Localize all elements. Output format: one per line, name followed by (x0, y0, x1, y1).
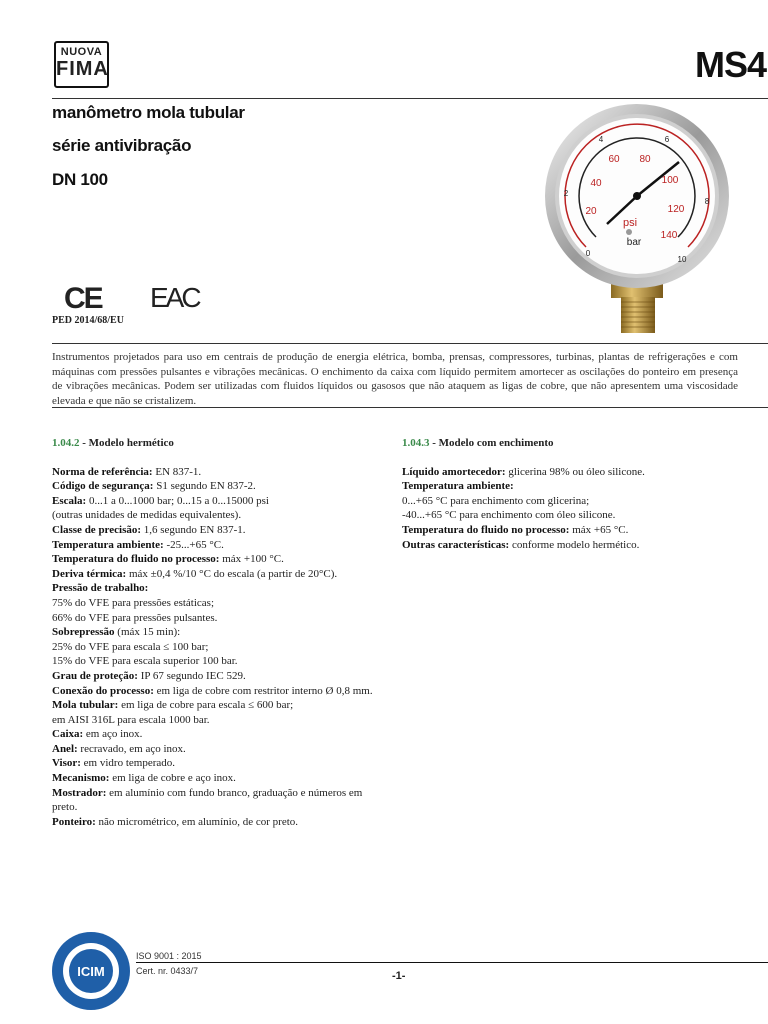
psi-tick-40: 40 (590, 178, 602, 189)
spec-key: Temperatura do fluido no processo: (52, 553, 220, 566)
spec-value: em liga de cobre com restritor interno Ø 0,8 mm. (153, 684, 373, 697)
ce-mark: CE (64, 282, 102, 315)
bar-tick-0: 0 (585, 249, 591, 258)
spec-line (402, 538, 742, 553)
spec-line (52, 581, 392, 596)
title-line-2: série antivibração (52, 136, 192, 155)
spec-line (52, 611, 392, 626)
spec-line (402, 508, 742, 523)
nuova-fima-logo: NUOVA FIMA (54, 41, 109, 88)
filled-spec-list (402, 465, 742, 553)
spec-value: máx ±0,4 %/10 °C do escala (a partir de 20°C). (126, 567, 338, 580)
eac-mark: EAC (150, 282, 199, 313)
spec-line (52, 654, 392, 669)
icim-text: ICIM (77, 964, 105, 979)
spec-value: EN 837-1. (152, 465, 202, 478)
spec-key: Mecanismo: (52, 772, 110, 785)
spec-line (52, 684, 392, 699)
spec-key: Ponteiro: (52, 815, 96, 828)
spec-value: em aço inox. (83, 728, 143, 741)
psi-tick-100: 100 (661, 175, 679, 186)
bar-tick-2: 2 (563, 189, 569, 198)
section-hermetic (52, 436, 392, 829)
spec-value: -25...+65 °C. (163, 538, 224, 551)
spec-value: glicerina 98% ou óleo silicone. (505, 465, 645, 478)
spec-key: Temperatura ambiente: (402, 480, 514, 493)
spec-line (52, 465, 392, 480)
spec-value: IP 67 segundo IEC 529. (137, 669, 246, 682)
title-line-3: DN 100 (52, 170, 108, 189)
spec-line (402, 465, 742, 480)
spec-value: não micrométrico, em alumínio, de cor preto. (95, 815, 299, 828)
spec-line (52, 727, 392, 742)
psi-tick-20: 20 (585, 206, 597, 217)
hermetic-spec-list (52, 465, 392, 830)
spec-value: em alumínio com fundo branco, graduação e números em (106, 786, 363, 799)
spec-value: 25% do VFE para escala ≤ 100 bar; (52, 640, 209, 653)
spec-line (52, 596, 392, 611)
spec-line (402, 523, 742, 538)
spec-value: recravado, em aço inox. (77, 742, 186, 755)
bar-tick-8: 8 (704, 197, 710, 206)
intro-paragraph: Instrumentos projetados para uso em centrais de produção de energia elétrica, bomba, prensas, compressores, turbinas, plantas de refrigerações e com máquinas com pressões pulsantes e vibrações mecânicas. O enchimento da caixa com líquido permitem amortecer as oscilações do ponteiro em presença de vibrações mecânicas. Podem ser utilizadas com fluidos líquidos ou gasosos que não ataquem as ligas de cobre, que não apresentem uma viscosidade elevada e que não se cristalizem. (52, 351, 738, 407)
unit-bar: bar (626, 237, 642, 248)
spec-line (52, 494, 392, 509)
spec-value: em liga de cobre para escala ≤ 600 bar; (118, 699, 294, 712)
footer-divider (136, 962, 768, 963)
spec-line (52, 771, 392, 786)
header-divider (52, 98, 768, 99)
section-filled-heading: 1.04.3 - Modelo com enchimento (402, 437, 554, 449)
spec-key: Temperatura do fluido no processo: (402, 523, 570, 536)
spec-value: (outras unidades de medidas equivalentes). (52, 509, 242, 522)
spec-value: máx +100 °C. (219, 553, 284, 566)
spec-key: Grau de proteção: (52, 669, 138, 682)
spec-value: 75% do VFE para pressões estáticas; (52, 596, 215, 609)
bar-tick-10: 10 (677, 255, 687, 264)
bar-tick-4: 4 (598, 135, 604, 144)
spec-key: Mola tubular: (52, 699, 119, 712)
spec-line (52, 742, 392, 757)
section-hermetic-heading: 1.04.2 - Modelo hermético (52, 437, 174, 449)
spec-value: conforme modelo hermético. (509, 538, 640, 551)
spec-value: (máx 15 min): (114, 626, 181, 639)
spec-key: Escala: (52, 494, 87, 507)
spec-key: Código de segurança: (52, 480, 154, 493)
cert-number: Cert. nr. 0433/7 (136, 966, 199, 976)
spec-line (52, 713, 392, 728)
spec-line (52, 669, 392, 684)
spec-value: em vidro temperado. (80, 757, 176, 770)
spec-line (52, 756, 392, 771)
spec-line (402, 479, 742, 494)
icim-certification-logo (50, 930, 132, 1012)
spec-line (402, 494, 742, 509)
spec-line (52, 698, 392, 713)
page-number: -1- (392, 970, 406, 982)
spec-value: -40...+65 °C para enchimento com óleo silicone. (402, 509, 616, 522)
spec-key: Outras características: (402, 538, 510, 551)
spec-value: preto. (52, 801, 78, 814)
spec-line (52, 640, 392, 655)
spec-line (52, 508, 392, 523)
spec-line (52, 552, 392, 567)
spec-line (52, 567, 392, 582)
spec-line (52, 625, 392, 640)
spec-line (52, 479, 392, 494)
spec-key: Conexão do processo: (52, 684, 154, 697)
spec-line (52, 815, 392, 830)
spec-value: em liga de cobre e aço inox. (109, 772, 236, 785)
spec-value: máx +65 °C. (569, 523, 629, 536)
spec-line (52, 800, 392, 815)
intro-top-divider (52, 343, 768, 344)
spec-value: 1,6 segundo EN 837-1. (141, 523, 246, 536)
psi-tick-120: 120 (667, 204, 685, 215)
bar-tick-6: 6 (664, 135, 670, 144)
spec-line (52, 538, 392, 553)
spec-key: Norma de referência: (52, 465, 153, 478)
section-filled (402, 436, 742, 552)
spec-key: Deriva térmica: (52, 567, 127, 580)
product-code: MS4 (694, 44, 766, 85)
title-line-1: manômetro mola tubular (52, 103, 245, 122)
spec-value: 15% do VFE para escala superior 100 bar. (52, 655, 238, 668)
spec-value: S1 segundo EN 837-2. (153, 480, 256, 493)
spec-value: 0...+65 °C para enchimento com glicerina; (402, 494, 590, 507)
spec-value: 0...1 a 0...1000 bar; 0...15 a 0...15000 psi (86, 494, 269, 507)
spec-key: Mostrador: (52, 786, 107, 799)
intro-bottom-divider (52, 407, 768, 408)
spec-value: 66% do VFE para pressões pulsantes. (52, 611, 218, 624)
spec-key: Classe de precisão: (52, 523, 142, 536)
psi-tick-60: 60 (608, 154, 620, 165)
spec-key: Visor: (52, 757, 81, 770)
spec-key: Caixa: (52, 728, 84, 741)
spec-key: Sobrepressão (52, 626, 115, 639)
spec-value: em AISI 316L para escala 1000 bar. (52, 713, 210, 726)
psi-tick-80: 80 (639, 154, 651, 165)
spec-key: Temperatura ambiente: (52, 538, 164, 551)
spec-key: Anel: (52, 742, 78, 755)
spec-key: Líquido amortecedor: (402, 465, 506, 478)
spec-line (52, 786, 392, 801)
psi-tick-140: 140 (660, 230, 678, 241)
iso-label: ISO 9001 : 2015 (136, 951, 202, 961)
spec-key: Pressão de trabalho: (52, 582, 149, 595)
unit-psi: psi (622, 217, 638, 229)
ped-label: PED 2014/68/EU (52, 315, 124, 326)
spec-line (52, 523, 392, 538)
pressure-gauge-image (541, 104, 733, 340)
